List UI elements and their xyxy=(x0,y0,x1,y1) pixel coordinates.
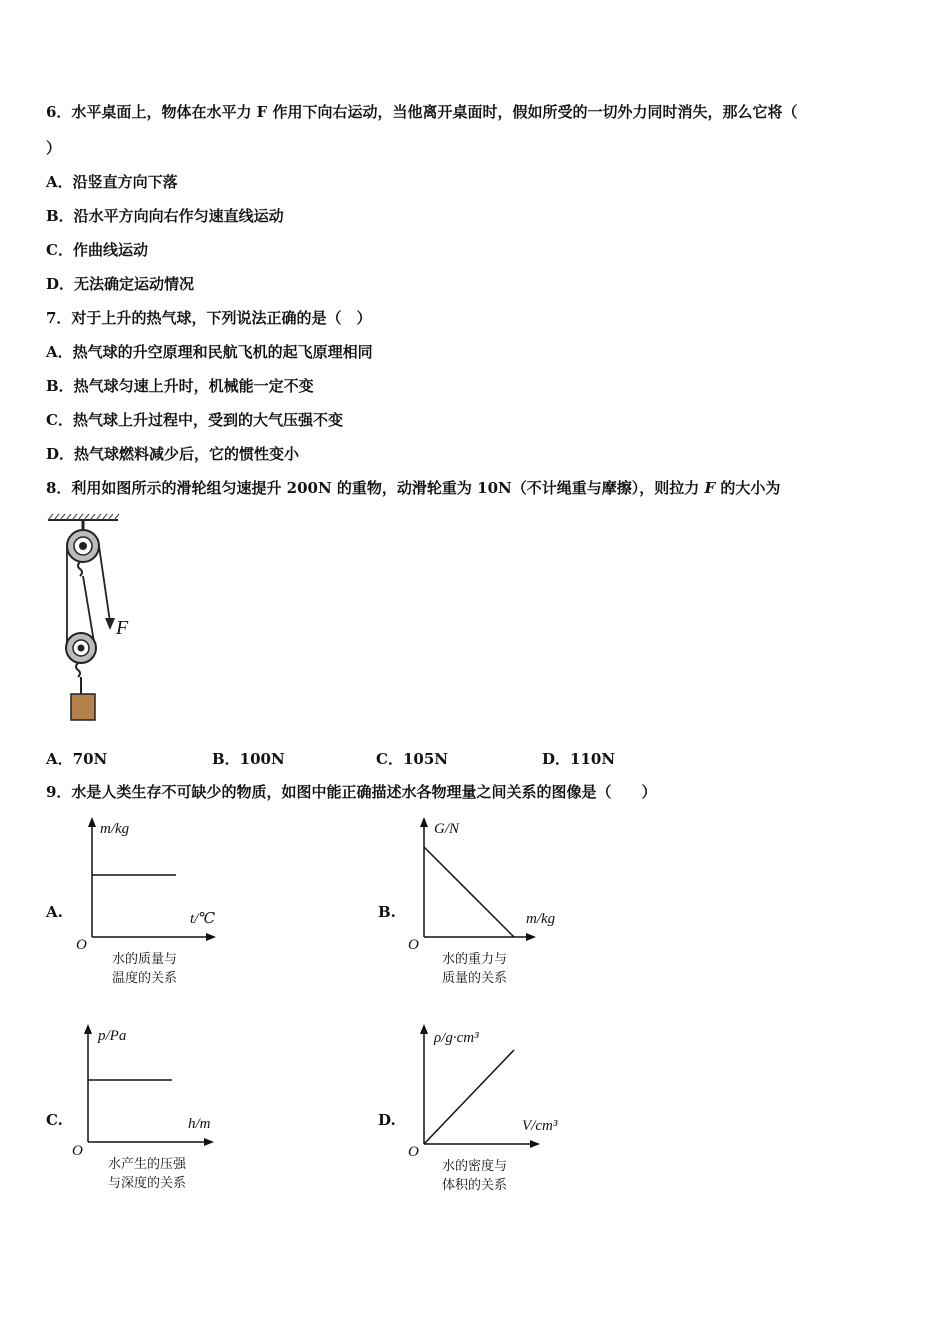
graph-d xyxy=(402,1020,592,1200)
q6-option-b: B．沿水平方向向右作匀速直线运动 xyxy=(46,207,284,225)
weight-block xyxy=(71,694,95,720)
graph-d-origin: O xyxy=(408,1144,419,1160)
graph-c-caption-1: 水产生的压强 xyxy=(108,1157,187,1172)
graph-a-x-label: t/℃ xyxy=(190,911,216,927)
q6-option-a: A．沿竖直方向下落 xyxy=(46,173,178,191)
graph-d-x-label: V/cm³ xyxy=(522,1118,558,1134)
q6-option-c: C．作曲线运动 xyxy=(46,241,148,259)
q8-stem-before: 8．利用如图所示的滑轮组匀速提升 200N 的重物，动滑轮重为 10N（不计绳重与摩擦），则拉力 xyxy=(46,479,705,497)
graph-c-x-label: h/m xyxy=(188,1116,211,1132)
pulley-diagram xyxy=(40,510,150,730)
graph-c-y-label: p/Pa xyxy=(98,1028,127,1044)
q7-stem: 7．对于上升的热气球，下列说法正确的是（ ） xyxy=(46,309,372,327)
q7-option-c: C．热气球上升过程中，受到的大气压强不变 xyxy=(46,411,343,429)
force-label: F xyxy=(116,617,129,639)
q8-option-b: B．100N xyxy=(212,750,285,768)
q8-stem-f: F xyxy=(704,479,716,497)
graph-b-origin: O xyxy=(408,937,419,953)
q8-stem xyxy=(46,478,780,498)
graph-d-y-label: ρ/g·cm³ xyxy=(434,1030,479,1046)
q8-option-a: A．70N xyxy=(46,750,108,768)
graph-a xyxy=(70,815,240,995)
q7-option-d: D．热气球燃料减少后，它的惯性变小 xyxy=(46,445,300,463)
graph-a-letter: A. xyxy=(46,903,63,921)
graph-b-y-label: G/N xyxy=(434,821,460,837)
graph-c-caption-2: 与深度的关系 xyxy=(108,1176,187,1191)
q9-stem: 9．水是人类生存不可缺少的物质，如图中能正确描述水各物理量之间关系的图像是（ ） xyxy=(46,783,657,801)
graph-b-caption-1: 水的重力与 xyxy=(442,952,508,967)
graph-b-caption-2: 质量的关系 xyxy=(442,971,508,986)
graph-c xyxy=(70,1022,240,1202)
q7-option-a: A．热气球的升空原理和民航飞机的起飞原理相同 xyxy=(46,343,373,361)
q8-option-c: C．105N xyxy=(376,750,448,768)
graph-a-caption-1: 水的质量与 xyxy=(112,952,178,967)
q6-option-d: D．无法确定运动情况 xyxy=(46,275,195,293)
q8-option-d: D．110N xyxy=(542,750,616,768)
rope-right xyxy=(99,546,110,622)
q7-option-b: B．热气球匀速上升时，机械能一定不变 xyxy=(46,377,314,395)
graph-b xyxy=(402,815,582,995)
graph-c-letter: C. xyxy=(46,1111,63,1129)
q8-stem-after: 的大小为 xyxy=(715,479,781,497)
q6-stem-line1: 6．水平桌面上，物体在水平力 F 作用下向右运动，当他离开桌面时，假如所受的一切外力同时消失，那么它将（ xyxy=(46,103,798,121)
graph-b-x-label: m/kg xyxy=(526,911,556,927)
graph-a-caption-2: 温度的关系 xyxy=(112,971,178,986)
graph-b-plot-line xyxy=(424,847,514,937)
graph-d-letter: D. xyxy=(378,1111,396,1129)
q6-stem-line2: ） xyxy=(46,139,62,157)
graph-b-letter: B. xyxy=(378,903,396,921)
graph-d-plot-line xyxy=(424,1050,514,1144)
force-arrow-head xyxy=(105,618,115,630)
graph-c-origin: O xyxy=(72,1143,83,1159)
graph-d-caption-2: 体积的关系 xyxy=(442,1178,508,1193)
graph-d-caption-1: 水的密度与 xyxy=(442,1159,508,1174)
graph-a-origin: O xyxy=(76,937,87,953)
graph-a-y-label: m/kg xyxy=(100,821,130,837)
